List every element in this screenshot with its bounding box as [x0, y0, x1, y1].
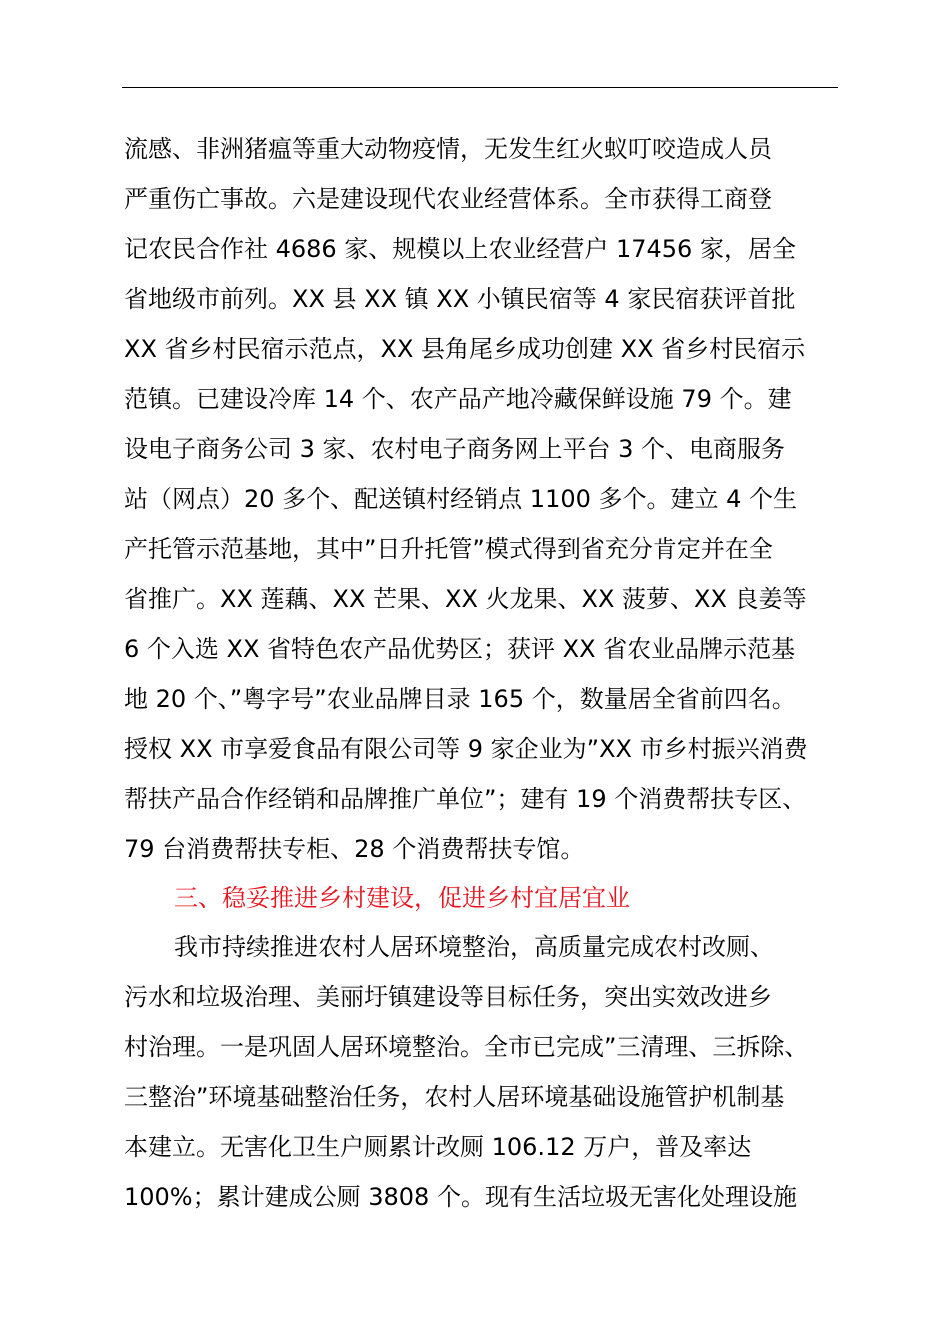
body-line: 我市持续推进农村人居环境整治，高质量完成农村改厕、	[174, 933, 774, 961]
body-line: 省推广。XX 莲藕、XX 芒果、XX 火龙果、XX 菠萝、XX 良姜等	[124, 585, 807, 613]
body-line: 三整治”环境基础整治任务，农村人居环境基础设施管护机制基	[124, 1083, 785, 1111]
body-line: 授权 XX 市享爱食品有限公司等 9 家企业为”XX 市乡村振兴消费	[124, 735, 808, 763]
body-line: 记农民合作社 4686 家、规模以上农业经营户 17456 家，居全	[124, 235, 796, 263]
body-line: 设电子商务公司 3 家、农村电子商务网上平台 3 个、电商服务	[124, 435, 786, 463]
body-line: 严重伤亡事故。六是建设现代农业经营体系。全市获得工商登	[124, 185, 772, 213]
body-line: XX 省乡村民宿示范点，XX 县角尾乡成功创建 XX 省乡村民宿示	[124, 335, 806, 363]
body-line: 省地级市前列。XX 县 XX 镇 XX 小镇民宿等 4 家民宿获评首批	[124, 285, 796, 313]
body-line: 站（网点）20 多个、配送镇村经销点 1100 多个。建立 4 个生	[124, 485, 798, 513]
body-line: 6 个入选 XX 省特色农产品优势区；获评 XX 省农业品牌示范基	[124, 635, 796, 663]
body-line: 本建立。无害化卫生户厕累计改厕 106.12 万户，普及率达	[124, 1133, 752, 1161]
body-line: 帮扶产品合作经销和品牌推广单位”；建有 19 个消费帮扶专区、	[124, 785, 807, 813]
body-line: 产托管示范基地，其中”日升托管”模式得到省充分肯定并在全	[124, 535, 773, 563]
body-line: 村治理。一是巩固人居环境整治。全市已完成”三清理、三拆除、	[124, 1033, 809, 1061]
body-line: 范镇。已建设冷库 14 个、农产品产地冷藏保鲜设施 79 个。建	[124, 385, 792, 413]
body-line: 污水和垃圾治理、美丽圩镇建设等目标任务，突出实效改进乡	[124, 983, 772, 1011]
body-line: 100%；累计建成公厕 3808 个。现有生活垃圾无害化处理设施	[124, 1183, 797, 1211]
body-line: 79 台消费帮扶专柜、28 个消费帮扶专馆。	[124, 835, 585, 863]
body-line: 流感、非洲猪瘟等重大动物疫情，无发生红火蚁叮咬造成人员	[124, 135, 772, 163]
section-heading: 三、稳妥推进乡村建设，促进乡村宜居宜业	[174, 884, 630, 912]
body-line: 地 20 个、”粤字号”农业品牌目录 165 个，数量居全省前四名。	[124, 685, 796, 713]
header-rule	[122, 87, 838, 88]
